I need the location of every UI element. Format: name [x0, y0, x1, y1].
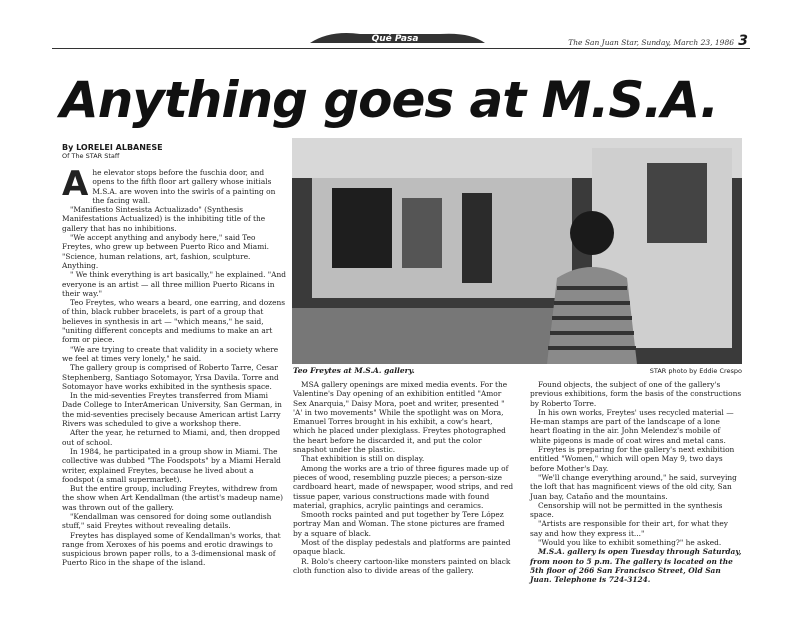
drop-cap: A: [62, 164, 89, 204]
paragraph: Freytes is preparing for the gallery's next exhibition entitled "Women," which will open May 9, two days before Mother's Day.: [530, 445, 735, 473]
page-number: 3: [738, 33, 748, 49]
paragraph: "We accept anything and anybody here," said Teo Freytes, who grew up between Puerto Rico and Miami. "Science, human relations, art, fashion, sculpture. Anything.: [62, 233, 269, 270]
section-logo: [300, 30, 490, 44]
paragraph: "Would you like to exhibit something?" he asked.: [538, 538, 722, 548]
paragraph: Smooth rocks painted and put together by Tere López portray Man and Woman. The stone pictures are framed by a square of black.: [293, 510, 505, 538]
paragraph: The gallery group is comprised of Roberto Tarre, Cesar Stephenberg, Santiago Sotomayor, Yrsa Davila. Torre and Sotomayor have works exhibited in the synthesis space.: [62, 363, 279, 391]
paragraph: MSA gallery openings are mixed media events. For the Valentine's Day opening of an exhibition entitled "Amor Sex Anarquia," Daisy Mora, poet and writer, presented " 'A' in two movements" While the spotlight was on Mora, Emanuel Torres brought in his exhibit, a cow's heart, which he placed under plexiglass. Freytes photographed the heart before he discarded it, and put the color snapshot under the plastic.: [293, 380, 508, 455]
paragraph: After the year, he returned to Miami, and, then dropped out of school.: [62, 428, 281, 447]
section-logo-text: Qué Pasa: [371, 34, 419, 44]
paragraph: "Kendallman was censored for doing some outlandish stuff," said Freytes without revealing details.: [62, 511, 272, 531]
paragraph: But the entire group, including Freytes, withdrew from the show when Art Kendallman (the artist's madeup name) was thrown out of the gallery.: [62, 484, 284, 512]
photo-caption: Teo Freytes at M.S.A. gallery.: [293, 366, 415, 375]
paragraph: R. Bolo's cheery cartoon-like monsters painted on black cloth function also to divide areas of the gallery.: [293, 556, 511, 575]
paragraph: Freytes has displayed some of Kendallman's works, that range from Xeroxes of his poems and erotic drawings to suspicious brown paper rolls, to a 3-dimensional mask of Puerto Rico in the shape of the island.: [62, 530, 281, 568]
photo-credit: STAR photo by Eddie Crespo: [649, 367, 742, 375]
paragraph: Most of the display pedestals and platforms are painted opaque black.: [293, 538, 511, 557]
paragraph: In 1984, he participated in a group show in Miami. The collective was dubbed "The Foodspots" by a Miami Herald writer, explained Freytes, because he lived about a foodspot (a small supermarket).: [62, 446, 281, 484]
issue-info: The San Juan Star, Sunday, March 23, 1986: [568, 38, 734, 47]
article-column-1: [62, 164, 288, 568]
paragraph: That exhibition is still on display.: [301, 454, 425, 464]
paragraph: " We think everything is art basically," he explained. "And everyone is an artist — all three million Puerto Ricans in their way.": [62, 270, 287, 298]
paragraph: Teo Freytes, who wears a beard, one earring, and dozens of thin, black rubber bracelets, is part of a group that believes in synthesis in art — "which means," he said, "uniting different concepts and mediums to make an art form or piece.: [62, 298, 286, 345]
paragraph: he elevator stops before the fuschia door, and opens to the fifth floor art gallery whose initials M.S.A. are woven into the swirls of a painting on the facing wall.: [92, 168, 276, 205]
byline: By LORELEI ALBANESE: [62, 143, 163, 152]
article-column-2: [293, 380, 515, 575]
header-rule: [52, 48, 750, 49]
paragraph: In the mid-seventies Freytes transferred from Miami Dade College to InterAmerican University, San German, in the mid-seventies precisely because American artist Larry Rivers was scheduled to give a workshop there.: [62, 391, 282, 429]
headline: Anything goes at M.S.A.: [60, 71, 718, 129]
paragraph: "We are trying to create that validity in a society where we feel at times very lonely," he said.: [62, 344, 279, 363]
paragraph: In his own works, Freytes' uses recycled material — He-man stamps are part of the landscape of a lone heart floating in the air. John Melendez's mobile of white pigeons is made of coat wires and metal cans.: [530, 407, 734, 445]
paragraph: "Artists are responsible for their art, for what they say and how they express it...": [530, 519, 728, 538]
article-column-3: [530, 380, 742, 585]
byline-affiliation: Of The STAR Staff: [62, 152, 120, 160]
paragraph: Found objects, the subject of one of the gallery's previous exhibitions, form the basis of the constructions by Roberto Torre.: [530, 380, 742, 408]
gallery-photo: [292, 138, 742, 364]
paragraph: Censorship will not be permitted in the synthesis space.: [530, 500, 723, 520]
gallery-info-note: M.S.A. gallery is open Tuesday through Saturday, from noon to 5 p.m. The gallery is located on the 5th floor of 266 San Francisco Street, Old San Juan. Telephone is 724-3124.: [530, 547, 742, 585]
paragraph: "Manifiesto Sintesista Actualizado" (Synthesis Manifestations Actualized) is the inhibiting title of the gallery that has no inhibitions.: [62, 205, 266, 233]
paragraph: Among the works are a trio of three figures made up of pieces of wood, resembling puzzle pieces; a person-size cardboard heart, made of newspaper, wood strips, and red tissue paper, various constructions made with found material, graphics, acrylic paintings and ceramics.: [293, 463, 514, 510]
paragraph: "We'll change everything around," he said, surveying the loft that has magnificent views of the old city, San Juan bay, Cataño and the mountains.: [530, 472, 737, 501]
